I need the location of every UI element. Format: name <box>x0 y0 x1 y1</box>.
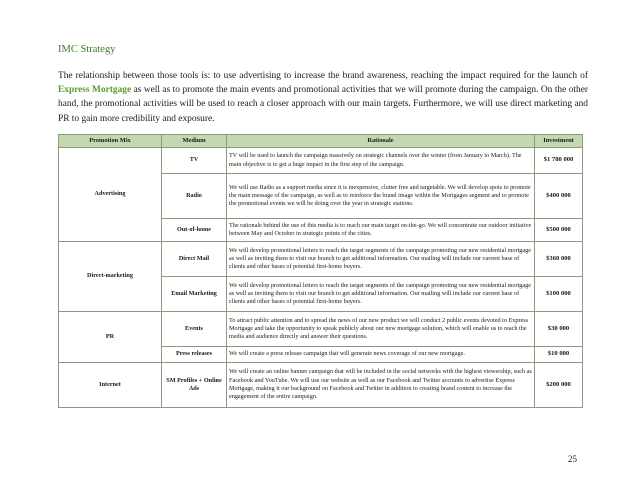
rationale-direct-mail: We will develop promotional letters to reach the target segments of the campaign promoting our new residential mortgage as well as inviting them to visit our branch to get additional information. Our mailing will include our current base of clients and other bases of potential first-home buyers. <box>227 242 535 277</box>
group-internet: Internet <box>59 363 162 408</box>
medium-direct-mail: Direct Mail <box>162 242 227 277</box>
table-row <box>59 363 583 408</box>
rationale-press-releases: We will create a press release campaign that will generate news coverage of our new mortgage. <box>227 347 535 363</box>
rationale-events: To attract public attention and to spread the news of our new product we will conduct 2 public events devoted to Express Mortgage and take the opportunity to speak publicly about our new mortgage solution, which will enable us to reach the media and audience directly and answer their questions. <box>227 312 535 347</box>
rationale-radio: We will use Radio as a support media since it is inexpensive, clutter free and targetable. We will develop spots to promote the main message of the campaign, as well as to reinforce the brand image within the Mortgages segment and to promote the promotional events we will be doing over the year in strategic stations. <box>227 174 535 219</box>
investment-out-of-home: $500 000 <box>535 219 583 242</box>
investment-sm-profiles: $200 000 <box>535 363 583 408</box>
imc-table <box>58 134 583 408</box>
group-advertising: Advertising <box>59 148 162 242</box>
rationale-sm-profiles: We will create an online banner campaign that will be included in the social networks with the highest viewership, such as Facebook and YouTube. We will use our website as well as our Facebook and Twitter accounts to advertise Express Mortgage, making it our background on Facebook and Twitter in addition to creating brand content to increase the engagement of the entire campaign. <box>227 363 535 408</box>
investment-direct-mail: $360 000 <box>535 242 583 277</box>
header-rationale: Rationale <box>227 135 535 148</box>
investment-radio: $400 000 <box>535 174 583 219</box>
group-pr: PR <box>59 312 162 363</box>
group-direct-marketing: Direct-marketing <box>59 242 162 312</box>
table-header-row <box>59 135 583 148</box>
medium-press-releases: Press releases <box>162 347 227 363</box>
brand-name: Express Mortgage <box>58 85 132 96</box>
medium-events: Events <box>162 312 227 347</box>
investment-press-releases: $10 000 <box>535 347 583 363</box>
page-number: 25 <box>568 454 577 464</box>
table-row <box>59 312 583 347</box>
section-heading: IMC Strategy <box>58 44 116 55</box>
header-medium: Medium <box>162 135 227 148</box>
table-row <box>59 148 583 174</box>
rationale-email-marketing: We will develop promotional letters to reach the target segments of the campaign promoting our new residential mortgage as well as inviting them to visit our branch to get additional information. Our mailing will include our current base of clients and other bases of potential first-home buyers. <box>227 277 535 312</box>
rationale-tv: TV will be used to launch the campaign massively on strategic channels over the winter (from January to March). The main objective is to get a huge impact in the first step of the campaign. <box>227 148 535 174</box>
table-row <box>59 242 583 277</box>
header-investment: Investment <box>535 135 583 148</box>
investment-events: $30 000 <box>535 312 583 347</box>
medium-out-of-home: Out-of-home <box>162 219 227 242</box>
intro-paragraph <box>58 69 588 126</box>
medium-email-marketing: Email Marketing <box>162 277 227 312</box>
rationale-out-of-home: The rationale behind the use of this media is to reach our main target on-the-go. We will concentrate our outdoor initiative between May and October in strategic points of the cities. <box>227 219 535 242</box>
medium-radio: Radio <box>162 174 227 219</box>
paragraph-text-end: as well as to promote the main events and promotional activities that we will promote during the campaign. On the other hand, the promotional activities will be used to reach a closer approach with our main targets. Furthermore, we will use direct marketing and PR to gain more credibility and exposure. <box>58 85 588 124</box>
investment-tv: $1 780 000 <box>535 148 583 174</box>
medium-sm-profiles: SM Profiles + Online Ads <box>162 363 227 408</box>
medium-tv: TV <box>162 148 227 174</box>
paragraph-text-start: The relationship between those tools is: to use advertising to increase the brand awareness, reaching the impact required for the launch of <box>58 71 588 81</box>
header-promotion-mix: Promotion Mix <box>59 135 162 148</box>
investment-email-marketing: $100 000 <box>535 277 583 312</box>
